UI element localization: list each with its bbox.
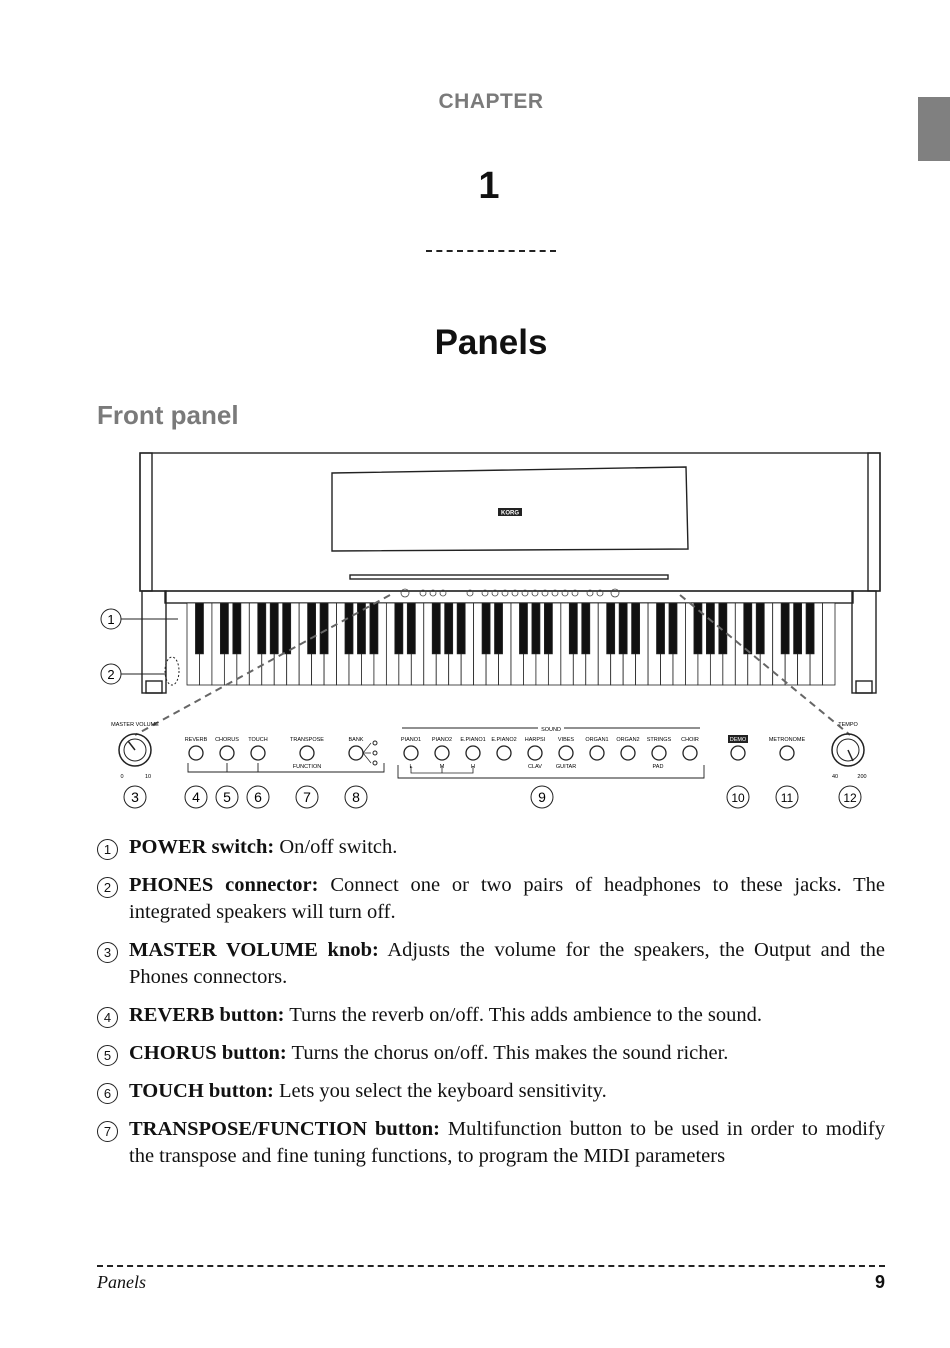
list-item [97, 937, 885, 991]
svg-text:CLAV: CLAV [528, 764, 542, 770]
callout-3 [124, 786, 146, 808]
black-key [806, 603, 814, 654]
black-key [544, 603, 552, 654]
list-item [97, 1002, 885, 1029]
front-panel-illustration [90, 445, 890, 820]
sound-button-label: HARPSI [524, 737, 546, 743]
item-term: MASTER VOLUME knob: [129, 939, 379, 961]
callout-5 [216, 786, 238, 808]
item-desc: Multifunction button to be used in order to modify the transpose and fine tuning functions, to program the MIDI parameters [129, 1118, 885, 1167]
black-key [532, 603, 540, 654]
black-key [495, 603, 503, 654]
item-desc: Lets you select the keyboard sensitivity. [273, 1080, 607, 1102]
white-key [823, 603, 835, 685]
master-volume-knob [111, 722, 159, 780]
item-number: 6 [97, 1083, 118, 1104]
sound-button [559, 746, 573, 760]
svg-text:7: 7 [303, 789, 311, 805]
page-title: Panels [434, 323, 548, 362]
callout-9 [531, 786, 553, 808]
black-key [694, 603, 702, 654]
item-desc: Turns the chorus on/off. This makes the sound richer. [286, 1042, 729, 1064]
black-key [519, 603, 527, 654]
item-term: CHORUS button: [129, 1042, 287, 1064]
phones-highlight [165, 657, 179, 685]
svg-text:10: 10 [731, 791, 745, 805]
black-key [632, 603, 640, 654]
chapter-label: CHAPTER [438, 90, 544, 113]
footer-divider [97, 1265, 885, 1267]
page-number: 9 [874, 1272, 885, 1292]
black-key [619, 603, 627, 654]
sound-button [497, 746, 511, 760]
svg-text:TRANSPOSE: TRANSPOSE [290, 737, 324, 743]
sound-button [621, 746, 635, 760]
black-key [482, 603, 490, 654]
sound-sublabels [409, 764, 663, 770]
reverb-button-diagram [185, 737, 208, 760]
svg-text:12: 12 [843, 791, 857, 805]
metronome-button-diagram [769, 737, 806, 760]
sound-button [683, 746, 697, 760]
chapter-number: 1 [478, 165, 500, 207]
black-key [706, 603, 714, 654]
svg-text:H: H [471, 764, 475, 770]
sound-button-label: STRINGS [646, 737, 672, 743]
sound-group [398, 727, 704, 778]
list-item [97, 1040, 885, 1067]
svg-text:3: 3 [131, 789, 139, 805]
list-item [97, 1078, 885, 1105]
black-key [220, 603, 228, 654]
svg-text:BANK: BANK [348, 737, 364, 743]
black-key [794, 603, 802, 654]
black-key [744, 603, 752, 654]
sound-button-label: CHOIR [681, 737, 699, 743]
svg-text:REVERB: REVERB [184, 737, 208, 743]
chapter-divider [426, 250, 556, 252]
svg-text:DEMO: DEMO [729, 737, 747, 743]
sound-button-label: E.PIANO2 [491, 737, 517, 743]
item-desc: On/off switch. [274, 836, 398, 858]
svg-text:200: 200 [857, 774, 867, 780]
black-key [445, 603, 453, 654]
svg-text:11: 11 [780, 791, 794, 805]
item-desc: Turns the reverb on/off. This adds ambience to the sound. [284, 1004, 763, 1026]
black-key [283, 603, 291, 654]
sound-button-label: ORGAN1 [585, 737, 609, 743]
black-key [432, 603, 440, 654]
callout-12 [839, 786, 861, 808]
list-item [97, 1116, 885, 1170]
sound-button-label: PIANO1 [400, 737, 422, 743]
sound-button-label: PIANO2 [431, 737, 453, 743]
svg-text:8: 8 [352, 789, 360, 805]
sound-button-label: ORGAN2 [616, 737, 640, 743]
black-key [270, 603, 278, 654]
svg-text:40: 40 [831, 774, 839, 780]
demo-button-diagram [728, 735, 748, 760]
black-key [669, 603, 677, 654]
svg-text:TOUCH: TOUCH [248, 737, 268, 743]
black-key [395, 603, 403, 654]
footer-section: Panels [97, 1272, 146, 1292]
bottom-callouts [124, 786, 861, 808]
black-key [233, 603, 241, 654]
black-key [308, 603, 316, 654]
svg-text:SOUND: SOUND [541, 727, 561, 733]
callout-4 [185, 786, 207, 808]
callout-7 [296, 786, 318, 808]
svg-text:MASTER VOLUME: MASTER VOLUME [111, 722, 159, 728]
svg-text:2: 2 [107, 667, 115, 682]
black-key [258, 603, 266, 654]
svg-text:9: 9 [538, 789, 546, 805]
item-number: 4 [97, 1007, 118, 1028]
svg-text:5: 5 [223, 789, 231, 805]
svg-text:6: 6 [254, 789, 262, 805]
item-list [97, 834, 885, 1181]
section-title: Front panel [97, 400, 239, 430]
black-key [657, 603, 665, 654]
list-item [97, 834, 885, 861]
svg-text:L: L [409, 764, 413, 770]
sound-button [590, 746, 604, 760]
item-desc: Adjusts the volume for the speakers, the Output and the Phones connectors. [129, 939, 885, 988]
keyboard [187, 603, 835, 685]
callout-11 [776, 786, 798, 808]
bank-function-bracket [188, 763, 384, 772]
sound-button [404, 746, 418, 760]
item-term: POWER switch: [129, 836, 275, 858]
sound-button-label: VIBES [557, 737, 575, 743]
black-key [781, 603, 789, 654]
bank-button-diagram [349, 737, 377, 765]
transpose-button-diagram [290, 737, 324, 770]
chorus-button-diagram [215, 737, 239, 760]
item-number: 7 [97, 1121, 118, 1142]
item-number: 2 [97, 877, 118, 898]
tempo-knob [832, 722, 867, 780]
item-term: TRANSPOSE/FUNCTION button: [129, 1118, 440, 1140]
black-key [195, 603, 203, 654]
black-key [569, 603, 577, 654]
black-key [607, 603, 615, 654]
sound-button-label: E.PIANO1 [460, 737, 486, 743]
sound-button [652, 746, 666, 760]
sound-button [466, 746, 480, 760]
svg-text:1: 1 [107, 612, 115, 627]
item-term: TOUCH button: [129, 1080, 274, 1102]
black-key [756, 603, 764, 654]
black-key [582, 603, 590, 654]
black-key [407, 603, 415, 654]
svg-text:GUITAR: GUITAR [555, 764, 577, 770]
svg-text:0: 0 [120, 774, 124, 780]
black-key [345, 603, 353, 654]
svg-text:METRONOME: METRONOME [768, 737, 806, 743]
svg-text:FUNCTION: FUNCTION [292, 764, 322, 770]
black-key [370, 603, 378, 654]
item-term: PHONES connector: [129, 874, 319, 896]
svg-text:4: 4 [192, 789, 200, 805]
list-item [97, 872, 885, 926]
callout-10 [727, 786, 749, 808]
black-key [357, 603, 365, 654]
sound-button [435, 746, 449, 760]
callout-6 [247, 786, 269, 808]
item-number: 5 [97, 1045, 118, 1066]
item-term: REVERB button: [129, 1004, 285, 1026]
touch-button-diagram [248, 737, 267, 760]
svg-text:M: M [439, 764, 445, 770]
callout-8 [345, 786, 367, 808]
item-number: 3 [97, 942, 118, 963]
item-desc: Connect one or two pairs of headphones to these jacks. The integrated speakers will turn off. [129, 874, 885, 923]
item-number: 1 [97, 839, 118, 860]
sound-button [528, 746, 542, 760]
svg-text:KORG: KORG [501, 510, 519, 517]
black-key [320, 603, 328, 654]
korg-logo [498, 508, 522, 517]
svg-text:TEMPO: TEMPO [838, 722, 858, 728]
black-key [457, 603, 465, 654]
svg-text:PAD: PAD [652, 764, 664, 770]
svg-text:CHORUS: CHORUS [215, 737, 239, 743]
svg-text:10: 10 [144, 774, 152, 780]
